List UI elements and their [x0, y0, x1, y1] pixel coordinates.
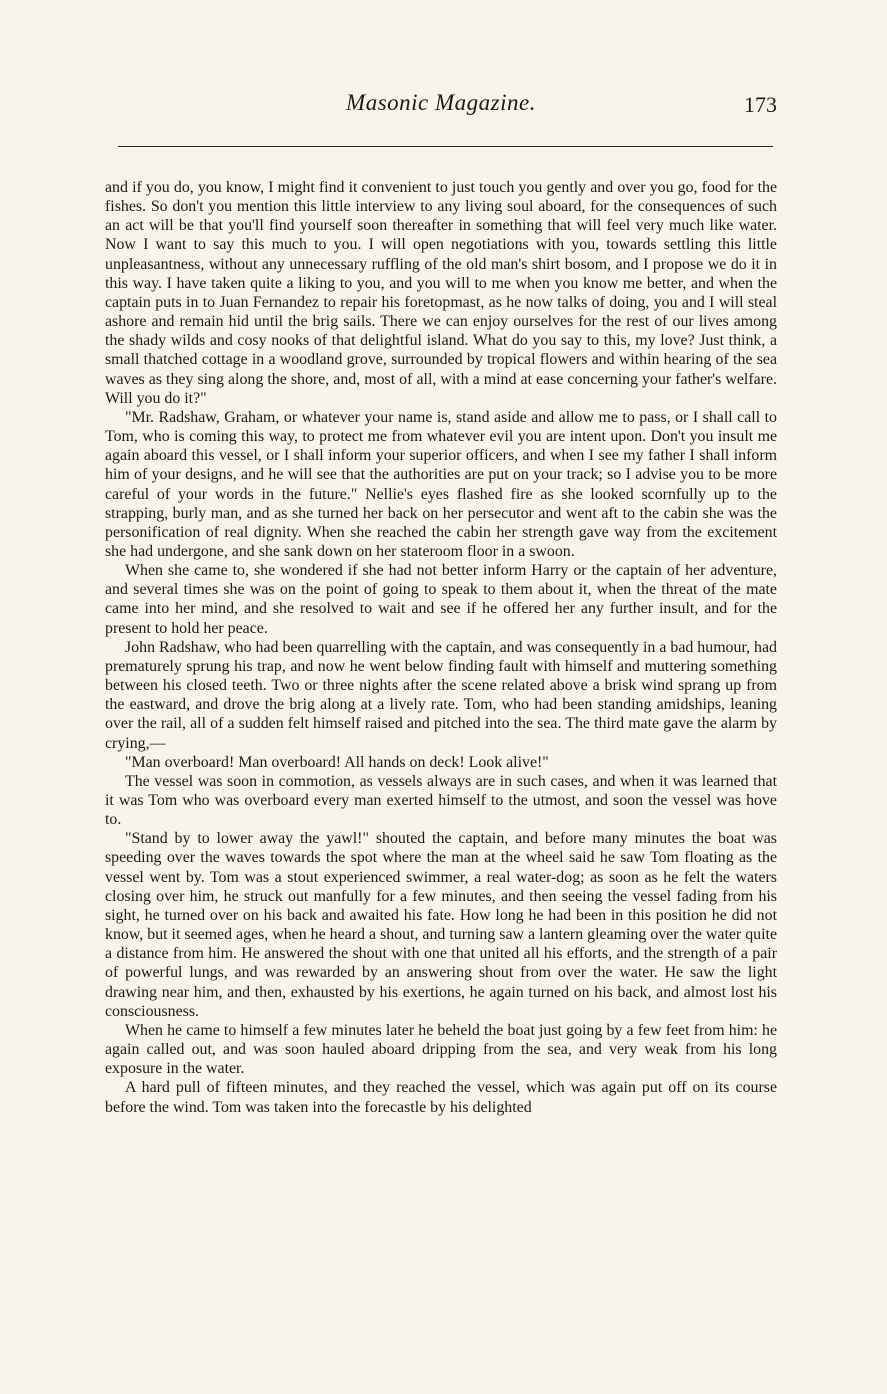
paragraph: and if you do, you know, I might find it convenient to just touch you gently and over you go, food for the fishes. So don't you mention this little interview to any living soul aboard, for the consequences of such an act will be that you'll find yourself soon thereafter in something that will feel very much like water. Now I want to say this much to you. I will open negotiations with you, towards settling this little unpleasantness, without any unnecessary ruffling of the old man's shirt bosom, and I propose we do it in this way. I have taken quite a liking to you, and you will to me when you know me better, and when the captain puts in to Juan Fernandez to repair his foretopmast, as he now talks of doing, you and I will steal ashore and remain hid until the brig sails. There we can enjoy ourselves for the rest of our lives among the shady wilds and cosy nooks of that delightful island. What do you say to this, my love? Just think, a small thatched cottage in a woodland grove, surrounded by tropical flowers and within hearing of the sea waves as they sing along the shore, and, most of all, with a mind at ease concerning your father's welfare. Will you do it?" — [105, 179, 777, 407]
paragraph: When he came to himself a few minutes later he beheld the boat just going by a few feet from him: he again called out, and was soon hauled aboard dripping from the sea, and very weak from his long exposure in the water. — [105, 1021, 777, 1078]
page-number: 173 — [744, 92, 777, 117]
article-body — [105, 178, 777, 1117]
paragraph: John Radshaw, who had been quarrelling with the captain, and was consequently in a bad humour, had prematurely sprung his trap, and now he went below finding fault with himself and muttering something between his closed teeth. Two or three nights after the scene related above a brisk wind sprang up from the eastward, and drove the brig along at a lively rate. Tom, who had been standing amidships, leaning over the rail, all of a sudden felt himself raised and pitched into the sea. The third mate gave the alarm by crying,— — [105, 638, 777, 752]
paragraph: "Man overboard! Man overboard! All hands on deck! Look alive!" — [125, 753, 549, 771]
paragraph: "Stand by to lower away the yawl!" shouted the captain, and before many minutes the boat was speeding over the waves towards the spot where the man at the wheel said he saw Tom floating as the vessel went by. Tom was a stout experienced swimmer, a real water-dog; as soon as he felt the waters closing over him, he struck out manfully for a few minutes, and then seeing the vessel fading from his sight, he turned over on his back and awaited his fate. How long he had been in this position he did not know, but it seemed ages, when he heard a shout, and turning saw a lantern gleaming over the water quite a distance from him. He answered the shout with one that united all his efforts, and the strength of a pair of powerful lungs, and was rewarded by an answering shout from over the water. He saw the light drawing near him, and then, exhausted by his exertions, he again turned on his back, and almost lost his consciousness. — [105, 830, 777, 1020]
paragraph: "Mr. Radshaw, Graham, or whatever your name is, stand aside and allow me to pass, or I shall call to Tom, who is coming this way, to protect me from whatever evil you are intent upon. Don't you insult me again aboard this vessel, or I shall inform your superior officers, and when I see my father I shall inform him of your designs, and he will see that the authorities are put on your track; so I advise you to be more careful of your words in the future." Nellie's eyes flashed fire as she looked scornfully up to the strapping, burly man, and as she turned her back on her persecutor and went aft to the cabin she was the personification of real dignity. When she reached the cabin her strength gave way from the excitement she had undergone, and she sank down on her stateroom floor in a swoon. — [105, 408, 777, 560]
page-header — [105, 90, 777, 130]
paragraph: When she came to, she wondered if she had not better inform Harry or the captain of her adventure, and several times she was on the point of going to speak to them about it, when the threat of the mate came into her mind, and she resolved to wait and see if he offered her any further insult, and for the present to hold her peace. — [105, 562, 777, 637]
running-title: Masonic Magazine. — [346, 90, 536, 115]
header-rule — [118, 146, 773, 147]
paragraph: The vessel was soon in commotion, as vessels always are in such cases, and when it was learned that it was Tom who was overboard every man exerted himself to the utmost, and soon the vessel was hove to. — [105, 772, 777, 829]
paragraph: A hard pull of fifteen minutes, and they reached the vessel, which was again put off on its course before the wind. Tom was taken into the forecastle by his delighted — [105, 1079, 777, 1116]
